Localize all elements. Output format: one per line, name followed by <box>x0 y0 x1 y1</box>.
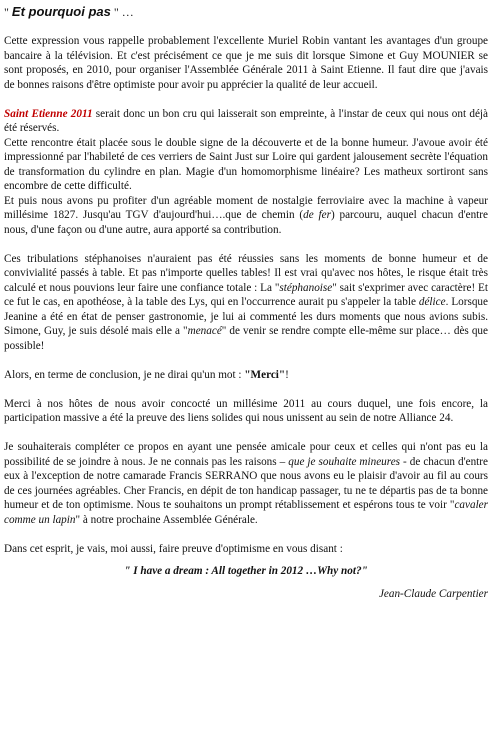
paragraph-verriers: Cette rencontre était placée sous le double signe de la découverte et de la bonne humeur. J'avoue avoir été impressionné par l'habileté de ces verriers de Saint Just sur Loire qui gardent jalousement secrète l'équation de transformation du cylindre en plan. Magie d'un homomorphisme linéaire? Les matheux sortiront sans encombre de cette difficulté. <box>4 136 488 192</box>
tribulations-text-c: . Lorsque Jeanine a été en état de penser gastronomie, je lui ai commenté les durs moments que nous avions subis. Simone, Guy, je suis désolé mais elle a " <box>4 296 488 337</box>
train-text-b: ) parcouru, auquel chacun d'entre nous, d'une façon ou d'une autre, aura apporté sa contribution. <box>4 209 488 236</box>
title-close-quote: " … <box>110 5 134 19</box>
paragraph-saint-etienne-text: serait donc un bon cru qui laisserait son empreinte, à l'instar de ceux qui nous ont déjà été réservés. <box>4 107 488 134</box>
paragraph-gap <box>4 353 488 368</box>
tribulations-italic-2: délice <box>418 296 446 308</box>
tribulations-text-a: Ces tribulations stéphanoises n'auraient pas été réussies sans les moments de bonne humeur et de convivialité passés à table. Et pas n'importe quelles tables! Il est vrai qu'avec nos hôtes, le risque était très calculé et nous pouvions leur faire une confiance totale : La " <box>4 252 488 294</box>
paragraph-intro: Cette expression vous rappelle probablement l'excellente Muriel Robin vantant les avantages d'un groupe bancaire à la télévision. Et c'est précisément ce que je me suis dit lorsque Simone et Guy MOUNIER se sont proposés, en 2010, pour organiser l'Assemblée Générale 2011 à Saint Etienne. Il faut dire que j'avais de bonnes raisons d'être optimiste pour avoir pu apprécier la qualité de leur accueil. <box>4 35 488 91</box>
paragraph-train <box>4 194 488 238</box>
tribulations-text-b: " sait s'exprimer avec caractère! Et ce fut le cas, en apothéose, à la table des Lys, qui en l'occurrence aurait pu s'appeler la table <box>4 281 488 308</box>
paragraph-merci: Merci à nos hôtes de nous avoir concocté un millésime 2011 au cours duquel, une fois encore, la participation massive a été la preuve des liens solides qui nous unissent au sein de notre Alliance 24. <box>4 397 488 424</box>
pensee-text-b: - de chacun d'entre eux à l'exception de notre camarade Francis SERRANO que nous avons eu le plaisir d'avoir au fil au cours de ces journées agréables. Cher Francis, en dépit de ton handicap passager, tu ne te départis pas de ta bonne humeur et de ton optimisme. Nous te souhaitons un prompt rétablissement et espérons tous te voir " <box>4 455 488 511</box>
paragraph-saint-etienne <box>4 107 488 136</box>
paragraph-gap <box>4 237 488 252</box>
paragraph-gap <box>4 426 488 441</box>
tribulations-italic-3: menacé <box>187 325 222 337</box>
article-title <box>4 4 488 20</box>
pensee-italic-2: cavaler comme un lapin <box>4 499 488 526</box>
train-text-a: Et puis nous avons pu profiter d'un agréable moment de nostalgie ferroviaire avec la machine à vapeur millésime 1827. Jusqu'au TGV d'aujourd'hui….que de chemin ( <box>4 194 488 221</box>
conclusion-merci: "Merci" <box>244 368 286 381</box>
pensee-italic-1: que je souhaite mineures <box>288 455 401 468</box>
paragraph-gap <box>4 527 488 542</box>
title-open-quote: " <box>4 5 12 19</box>
tribulations-text-d: " de venir se rendre compte elle-même sur place… dès que possible! <box>4 325 488 352</box>
signature: Jean-Claude Carpentier <box>378 587 488 600</box>
article <box>4 4 488 601</box>
paragraph-esprit: Dans cet esprit, je vais, moi aussi, faire preuve d'optimisme en vous disant : <box>4 542 343 555</box>
highlight-saint-etienne-2011: Saint Etienne 2011 <box>4 107 93 120</box>
tribulations-italic-1: stéphanoise <box>279 281 333 294</box>
paragraph-pensee <box>4 440 488 527</box>
pensee-text-a: Je souhaiterais compléter ce propos en ayant une pensée amicale pour ceux et celles qui n'ont pas eu la possibilité de se joindre à nous. Je ne connais pas les raisons – <box>4 441 488 468</box>
closing-quote: " I have a dream : All together in 2012 …Why not?" <box>124 565 368 577</box>
pensee-text-c: " à notre prochaine Assemblée Générale. <box>75 513 258 526</box>
paragraph-gap <box>4 92 488 107</box>
paragraph-gap <box>4 579 488 587</box>
paragraph-tribulations <box>4 252 488 354</box>
conclusion-text-a: Alors, en terme de conclusion, je ne dirai qu'un mot : <box>4 368 245 381</box>
title-emphasis: Et pourquoi pas <box>11 4 111 19</box>
paragraph-gap <box>4 382 488 397</box>
train-italic: de fer <box>303 209 331 221</box>
paragraph-gap <box>4 556 488 564</box>
paragraph-conclusion <box>4 368 488 383</box>
conclusion-text-b: ! <box>285 368 289 381</box>
